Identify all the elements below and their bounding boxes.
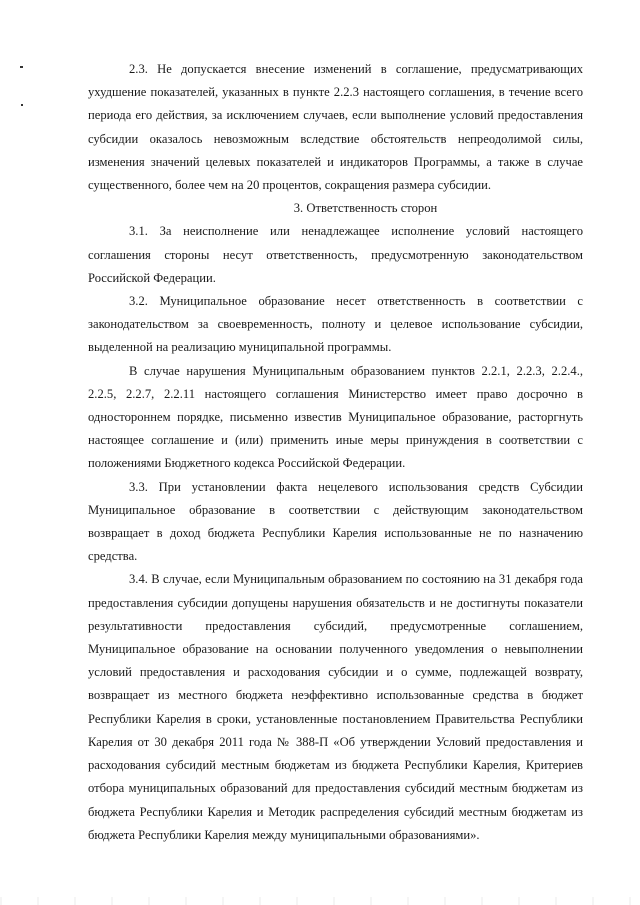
- paragraph-3-4: 3.4. В случае, если Муниципальным образованием по состоянию на 31 декабря года предоставления субсидии допущены нарушения обязательств и не достигнуты показатели результативности предоставления субсидий, предусмотренные соглашением, Муниципальное образование на основании полученного уведомления о невыполнении условий предоставления и расходования субсидии и о сумме, подлежащей возврату, возвращает из местного бюджета неэффективно использованные средства в бюджет Республики Карелия в сроки, установленные постановлением Правительства Республики Карелия от 30 декабря 2011 года № 388-П «Об утверждении Условий предоставления и расходования субсидий местным бюджетам из бюджета Республики Карелия, Критериев отбора муниципальных образований для предоставления субсидий местным бюджетам из бюджета Республики Карелия и Методик распределения субсидий местным бюджетам из бюджета Республики Карелия между муниципальными образованиями».: [88, 572, 583, 842]
- scan-edge: [0, 897, 640, 905]
- paragraph-2-3: 2.3. Не допускается внесение изменений в соглашение, предусматривающих ухудшение показателей, указанных в пункте 2.2.3 настоящего соглашения, в течение всего периода его действия, за исключением случаев, если выполнение условий предоставления субсидии оказалось невозможным вследствие обстоятельств непреодолимой силы, изменения значений целевых показателей и индикаторов Программы, а также в случае существенного, более чем на 20 процентов, сокращения размера субсидии.: [88, 62, 583, 193]
- scan-speck: [21, 104, 23, 106]
- document-body: [88, 58, 583, 847]
- paragraph-3-2-violation: В случае нарушения Муниципальным образованием пунктов 2.2.1, 2.2.3, 2.2.4., 2.2.5, 2.2.7, 2.2.11 настоящего соглашения Министерство имеет право досрочно в одностороннем порядке, письменно известив Муниципальное образование, расторгнуть настоящее соглашение и (или) применить иные меры принуждения в соответствии с положениями Бюджетного кодекса Российской Федерации.: [88, 363, 583, 471]
- section-heading: 3. Ответственность сторон: [293, 201, 438, 216]
- scan-speck: [20, 66, 23, 68]
- paragraph-3-2: 3.2. Муниципальное образование несет ответственность в соответствии с законодательством за своевременность, полноту и целевое использование субсидии, выделенной на реализацию муниципальной программы.: [88, 294, 583, 355]
- paragraph-3-3: 3.3. При установлении факта нецелевого использования средств Субсидии Муниципальное образование в соответствии с действующим законодательством возвращает в доход бюджета Республики Карелия использованные не по назначению средства.: [88, 479, 583, 564]
- paragraph-3-1: 3.1. За неисполнение или ненадлежащее исполнение условий настоящего соглашения стороны несут ответственность, предусмотренную законодательством Российской Федерации.: [88, 224, 583, 285]
